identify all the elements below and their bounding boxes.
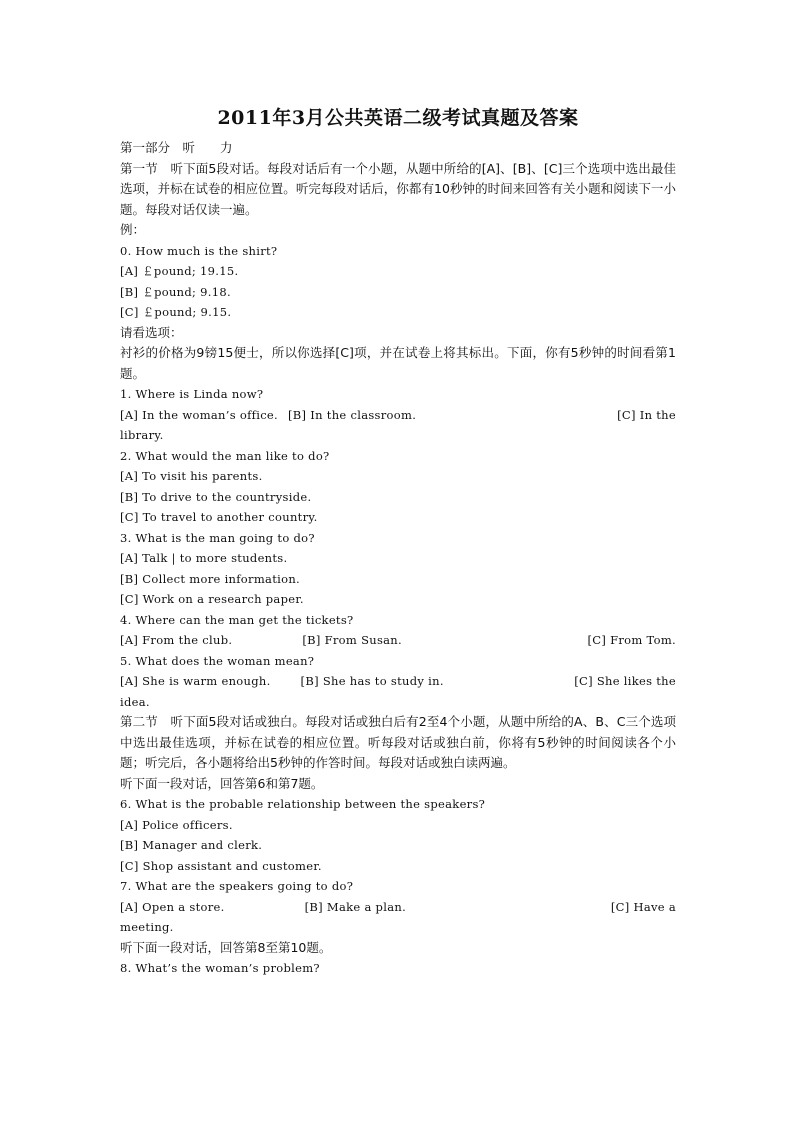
question-5-options (120, 671, 676, 692)
question-7-option-b: [B] Make a plan. (304, 899, 407, 914)
question-1-option-c-continued: library. (120, 428, 164, 442)
question-3-option-b: [B] Collect more information. (120, 571, 300, 586)
question-0-option-c: [C] ￡pound; 9.15. (120, 305, 232, 319)
question-6-option-c: [C] Shop assistant and customer. (120, 858, 322, 873)
question-2-option-a: [A] To visit his parents. (120, 469, 263, 483)
question-6-option-a: [A] Police officers. (120, 817, 233, 832)
question-0: 0. How much is the shirt? (120, 243, 278, 258)
question-7-option-c-continued: meeting. (120, 920, 174, 934)
question-7-option-a: [A] Open a store. (120, 899, 225, 914)
question-0-option-b: [B] ￡pound; 9.18. (120, 284, 231, 299)
question-5-option-a: [A] She is warm enough. (120, 674, 271, 688)
section1-instructions: 第一节 听下面5段对话。每段对话后有一个小题，从题中所给的[A]、[B]、[C]三个选项中选出最佳选项，并标在试卷的相应位置。听完每段对话后，你都有10秒钟的时间来回答有关小题和阅读下一小题。每段对话仅读一遍。 (120, 160, 676, 217)
question-3-option-c: [C] Work on a research paper. (120, 592, 304, 606)
section2-instructions: 第二节 听下面5段对话或独白。每段对话或独白后有2至4个小题，从题中所给的A、B、C三个选项中选出最佳选项，并标在试卷的相应位置。听每段对话或独白前，你将有5秒钟的时间阅读各个小题；听完后，各小题将给出5秒钟的作答时间。每段对话或独白读两遍。 (120, 714, 676, 770)
question-1-option-c: [C] In the (617, 407, 676, 422)
question-3: 3. What is the man going to do? (120, 530, 315, 545)
part1-heading: 第一部分 听 力 (120, 140, 233, 155)
question-1-option-a: [A] In the woman’s office. (120, 407, 278, 422)
question-1: 1. Where is Linda now? (120, 387, 264, 401)
question-2-option-b: [B] To drive to the countryside. (120, 489, 312, 504)
question-4-option-c: [C] From Tom. (587, 633, 676, 647)
question-5-option-b: [B] She has to study in. (300, 674, 444, 688)
example-label: 例： (120, 222, 146, 237)
question-5-option-c: [C] She likes the (574, 674, 676, 688)
question-4-options (120, 630, 676, 651)
question-6-option-b: [B] Manager and clerk. (120, 838, 263, 852)
question-7: 7. What are the speakers going to do? (120, 879, 354, 893)
question-7-option-c: [C] Have a (610, 899, 676, 914)
question-4-option-a: [A] From the club. (120, 633, 233, 647)
question-4-option-b: [B] From Susan. (302, 633, 402, 647)
dialog-instruction-6-7: 听下面一段对话，回答第6和第7题。 (120, 775, 324, 791)
question-2: 2. What would the man like to do? (120, 448, 330, 463)
question-0-option-a: [A] ￡pound; 19.15. (120, 264, 239, 278)
question-7-options (120, 897, 676, 918)
question-5: 5. What does the woman mean? (120, 653, 315, 668)
question-1-option-b: [B] In the classroom. (288, 407, 417, 422)
dialog-instruction-8-10: 听下面一段对话，回答第8至第10题。 (120, 939, 332, 955)
question-8: 8. What’s the woman’s problem? (120, 961, 320, 975)
question-6: 6. What is the probable relationship between the speakers? (120, 797, 486, 811)
question-1-options (120, 405, 676, 426)
example-explanation: 衬衫的价格为9镑15便士，所以你选择[C]项，并在试卷上将其标出。下面，你有5秒钟的时间看第1题。 (120, 345, 676, 381)
question-4: 4. Where can the man get the tickets? (120, 612, 354, 627)
question-3-option-a: [A] Talk | to more students. (120, 551, 288, 565)
question-5-option-c-continued: idea. (120, 694, 150, 709)
see-options-label: 请看选项： (120, 324, 183, 340)
document-page (120, 104, 676, 979)
document-title: 2011年3月公共英语二级考试真题及答案 (217, 107, 579, 129)
question-2-option-c: [C] To travel to another country. (120, 510, 318, 524)
